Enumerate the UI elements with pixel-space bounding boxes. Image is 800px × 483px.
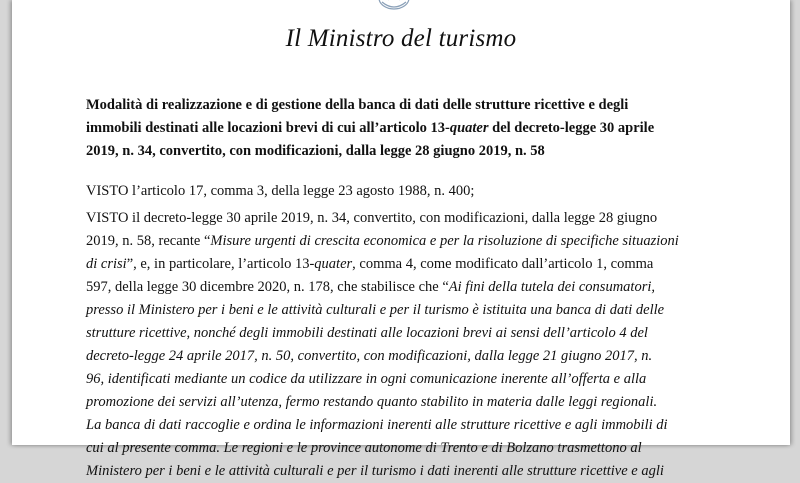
body-line: strutture ricettive, nonché degli immobili destinati alle locazioni brevi ai sensi dell’articolo 4 del — [86, 325, 648, 341]
decree-title — [86, 94, 716, 163]
visto-paragraph-1: VISTO l’articolo 17, comma 3, della legge 23 agosto 1988, n. 400; — [86, 183, 475, 199]
body-line: presso il Ministero per i beni e le attività culturali e per il turismo è istituita una banca di dati delle — [86, 302, 665, 318]
body-line: di crisi”, e, in particolare, l’articolo 13-quater, comma 4, come modificato dall’articolo 1, comma — [86, 256, 654, 272]
title-line: Modalità di realizzazione e di gestione della banca di dati delle strutture ricettive e degli — [86, 97, 629, 113]
body-line: 2019, n. 58, recante “Misure urgenti di crescita economica e per la risoluzione di specifiche situazioni — [86, 233, 679, 249]
document-page — [12, 0, 790, 479]
body-line: cui al presente comma. Le regioni e le province autonome di Trento e di Bolzano trasmettono al — [86, 440, 642, 456]
body-line: promozione dei servizi all’utenza, fermo restando quanto stabilito in materia dalle leggi regionali. — [86, 394, 658, 410]
body-line: decreto-legge 24 aprile 2017, n. 50, convertito, con modificazioni, dalla legge 21 giugno 2017, n. — [86, 348, 653, 364]
body-line: VISTO il decreto-legge 30 aprile 2019, n. 34, convertito, con modificazioni, dalla legge 28 giugno — [86, 210, 658, 226]
body-line: 597, della legge 30 dicembre 2020, n. 178, che stabilisce che “Ai fini della tutela dei consumatori, — [86, 279, 655, 295]
italian-republic-emblem-icon — [376, 0, 412, 10]
visto-paragraph-2 — [86, 207, 716, 483]
title-line: 2019, n. 34, convertito, con modificazioni, dalla legge 28 giugno 2019, n. 58 — [86, 143, 545, 159]
body-line: 96, identificati mediante un codice da utilizzare in ogni comunicazione inerente all’offerta e alla — [86, 371, 647, 387]
ministry-heading: Il Ministro del turismo — [285, 25, 517, 52]
title-line: immobili destinati alle locazioni brevi di cui all’articolo 13-quater del decreto-legge 30 aprile — [86, 120, 655, 136]
body-line: La banca di dati raccoglie e ordina le informazioni inerenti alle strutture ricettive e agli immobili di — [86, 417, 668, 433]
body-line: Ministero per i beni e le attività culturali e per il turismo i dati inerenti alle strutture ricettive e agli — [86, 463, 664, 479]
